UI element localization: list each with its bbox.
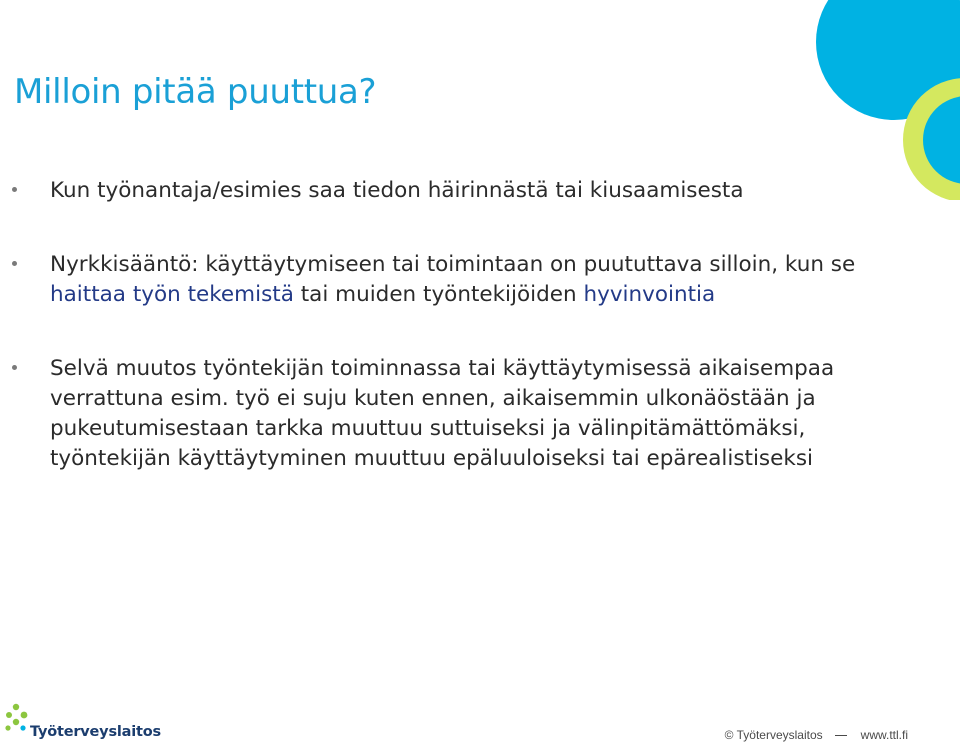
bullet-list [50, 176, 870, 474]
bullet-dot-icon [12, 187, 17, 192]
bullet-text: Nyrkkisääntö: käyttäytymiseen tai toimintaan on puututtava silloin, kun se [50, 252, 856, 277]
highlight-text: haittaa työn tekemistä [50, 282, 294, 307]
bullet-text: Kun työnantaja/esimies saa tiedon häirinnästä tai kiusaamisesta [50, 178, 744, 203]
circle-arcs-decoration [720, 0, 960, 200]
footer-separator [835, 735, 847, 736]
logo-text: Työterveyslaitos [30, 724, 161, 740]
bullet-dot-icon [12, 365, 17, 370]
bullet-text: tai muiden työntekijöiden [293, 282, 584, 307]
page-title: Milloin pitää puuttua? [14, 72, 377, 112]
footer [725, 728, 908, 742]
footer-url[interactable]: www.ttl.fi [860, 728, 908, 742]
list-item [50, 250, 870, 310]
bullet-dot-icon [12, 261, 17, 266]
bullet-text: Selvä muutos työntekijän toiminnassa tai käyttäytymisessä aikaisempaa verrattuna esim. työ ei suju kuten ennen, aikaisemmin ulkonäöstään ja pukeutumisestaan tarkka muuttuu suttuiseksi ja välinpitämättömäksi, työntekijän käyttäytyminen muuttuu epäluuloiseksi tai epärealistiseksi [50, 356, 835, 471]
ttl-logo [4, 702, 161, 746]
footer-copyright: © Työterveyslaitos [724, 728, 823, 742]
highlight-text: hyvinvointia [583, 282, 716, 307]
list-item [50, 354, 870, 474]
list-item [50, 176, 870, 206]
